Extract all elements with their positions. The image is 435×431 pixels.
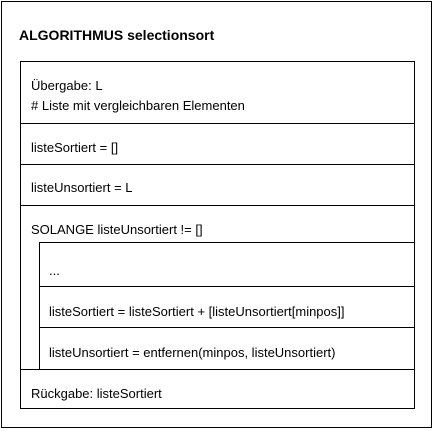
separator-init-unsorted xyxy=(20,205,415,206)
loop-step-separator-2 xyxy=(39,327,415,328)
input-parameter: Übergabe: L xyxy=(31,78,103,93)
separator-loop-end xyxy=(20,369,415,370)
separator-input xyxy=(20,123,415,124)
separator-init-sorted xyxy=(20,164,415,165)
algorithm-title: ALGORITHMUS selectionsort xyxy=(19,27,215,43)
loop-body-left-edge xyxy=(39,242,40,370)
loop-header: SOLANGE listeUnsortiert != [] xyxy=(31,222,203,237)
loop-step-remove: listeUnsortiert = entfernen(minpos, listeUnsortiert) xyxy=(49,345,336,360)
init-sorted-statement: listeSortiert = [] xyxy=(31,140,119,155)
init-unsorted-statement: listeUnsortiert = L xyxy=(31,180,133,195)
loop-step-separator-1 xyxy=(39,286,415,287)
loop-step-append: listeSortiert = listeSortiert + [listeUnsortiert[minpos]] xyxy=(49,304,345,319)
loop-body-top xyxy=(39,242,415,243)
return-statement: Rückgabe: listeSortiert xyxy=(31,386,162,401)
loop-step-placeholder: ... xyxy=(49,263,60,278)
input-comment: # Liste mit vergleichbaren Elementen xyxy=(31,98,245,113)
